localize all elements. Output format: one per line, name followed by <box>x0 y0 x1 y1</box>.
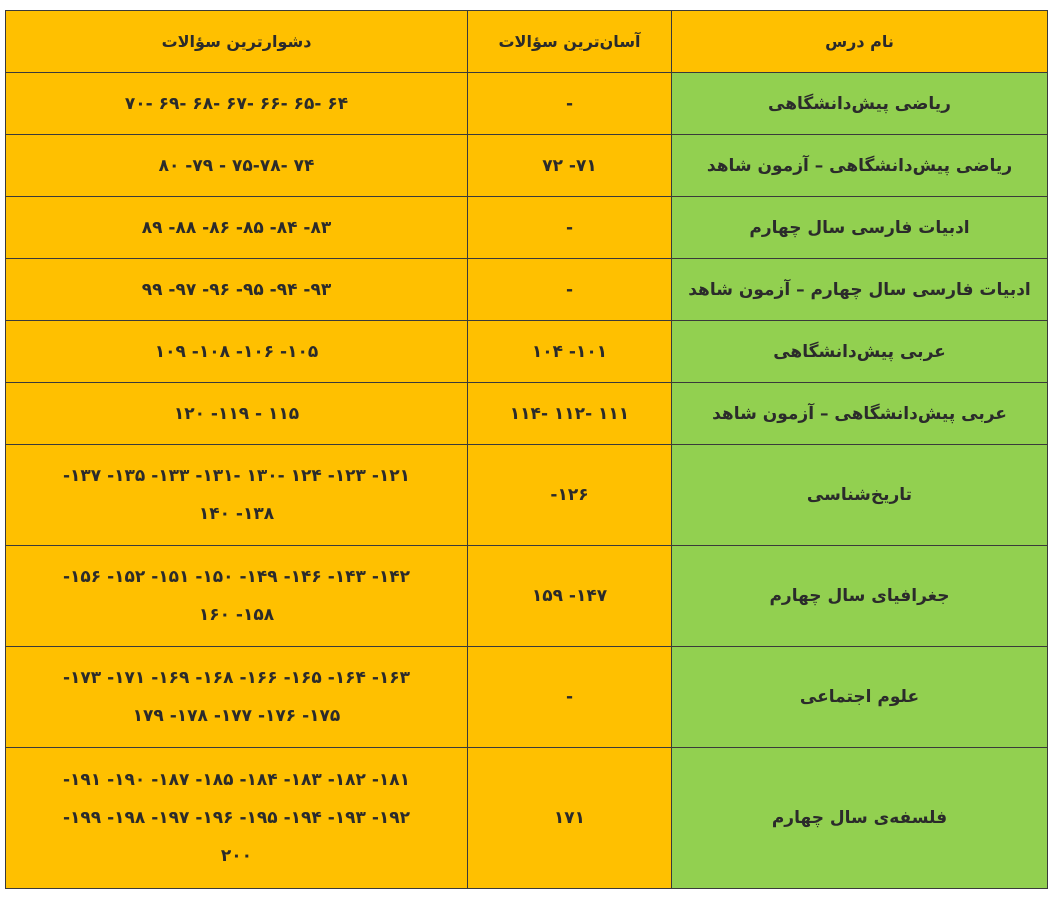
subject-cell: جغرافیای سال چهارم <box>672 546 1048 647</box>
subject-cell: عربی پیش‌دانشگاهی <box>672 321 1048 383</box>
easiest-cell: ۱۷۱ <box>468 748 672 889</box>
subject-cell: ادبیات فارسی سال چهارم <box>672 197 1048 259</box>
easiest-cell: - <box>468 73 672 135</box>
table-row <box>6 321 1048 383</box>
subject-cell: علوم اجتماعی <box>672 647 1048 748</box>
hardest-line: ۱۱۵ - ۱۱۹- ۱۲۰ <box>173 403 300 424</box>
subject-cell: فلسفه‌ی سال چهارم <box>672 748 1048 889</box>
hardest-cell <box>6 321 468 383</box>
table-row <box>6 383 1048 445</box>
header-subject: نام درس <box>672 11 1048 73</box>
hardest-cell <box>6 546 468 647</box>
hardest-cell <box>6 445 468 546</box>
easiest-cell: ۷۱- ۷۲ <box>468 135 672 197</box>
table-header-row <box>6 11 1048 73</box>
hardest-line: ۶۴ -۶۵ -۶۶ -۶۷ -۶۸ -۶۹ -۷۰ <box>124 93 349 114</box>
easiest-cell: ۱۱۱ -۱۱۲ -۱۱۴ <box>468 383 672 445</box>
table-row <box>6 748 1048 889</box>
easiest-cell: ۱۰۱- ۱۰۴ <box>468 321 672 383</box>
hardest-cell <box>6 748 468 889</box>
hardest-line: ۲۰۰ <box>220 846 253 866</box>
table-row <box>6 197 1048 259</box>
subject-cell: ریاضی پیش‌دانشگاهی <box>672 73 1048 135</box>
header-easiest: آسان‌ترین سؤالات <box>468 11 672 73</box>
hardest-line: ۷۴ -۷۵-۷۸ - ۷۹- ۸۰ <box>158 155 315 176</box>
table-row <box>6 135 1048 197</box>
question-difficulty-table <box>5 10 1048 889</box>
easiest-cell: - <box>468 197 672 259</box>
hardest-line: ۱۳۸- ۱۴۰ <box>198 504 275 524</box>
easiest-cell: ۱۲۶- <box>468 445 672 546</box>
hardest-line: ۱۸۱- ۱۸۲- ۱۸۳- ۱۸۴- ۱۸۵- ۱۸۷- ۱۹۰- ۱۹۱- <box>62 770 411 790</box>
hardest-line: ۱۹۲- ۱۹۳- ۱۹۴- ۱۹۵- ۱۹۶- ۱۹۷- ۱۹۸- ۱۹۹- <box>62 808 411 828</box>
hardest-line: ۹۳- ۹۴- ۹۵- ۹۶- ۹۷- ۹۹ <box>141 279 332 300</box>
table-row <box>6 647 1048 748</box>
hardest-line: ۱۲۱- ۱۲۳- ۱۲۴ -۱۳۰ -۱۳۱- ۱۳۳- ۱۳۵- ۱۳۷- <box>62 466 411 486</box>
subject-cell: ریاضی پیش‌دانشگاهی – آزمون شاهد <box>672 135 1048 197</box>
hardest-cell <box>6 647 468 748</box>
hardest-cell <box>6 197 468 259</box>
header-hardest: دشوارترین سؤالات <box>6 11 468 73</box>
question-difficulty-table-container <box>5 10 1047 889</box>
hardest-line: ۱۶۳- ۱۶۴- ۱۶۵- ۱۶۶- ۱۶۸- ۱۶۹- ۱۷۱- ۱۷۳- <box>62 668 411 688</box>
easiest-cell: - <box>468 259 672 321</box>
hardest-cell <box>6 73 468 135</box>
hardest-line: ۱۷۵- ۱۷۶- ۱۷۷- ۱۷۸- ۱۷۹ <box>132 706 341 726</box>
easiest-cell: - <box>468 647 672 748</box>
easiest-cell: ۱۴۷- ۱۵۹ <box>468 546 672 647</box>
table-row <box>6 73 1048 135</box>
hardest-cell <box>6 259 468 321</box>
hardest-line: ۱۵۸- ۱۶۰ <box>198 605 275 625</box>
hardest-line: ۸۳- ۸۴- ۸۵- ۸۶- ۸۸- ۸۹ <box>141 217 332 238</box>
hardest-line: ۱۴۲- ۱۴۳- ۱۴۶- ۱۴۹- ۱۵۰- ۱۵۱- ۱۵۲- ۱۵۶- <box>62 567 411 587</box>
hardest-cell <box>6 383 468 445</box>
subject-cell: ادبیات فارسی سال چهارم – آزمون شاهد <box>672 259 1048 321</box>
table-row <box>6 259 1048 321</box>
hardest-cell <box>6 135 468 197</box>
table-row <box>6 546 1048 647</box>
subject-cell: عربی پیش‌دانشگاهی – آزمون شاهد <box>672 383 1048 445</box>
table-row <box>6 445 1048 546</box>
hardest-line: ۱۰۵- ۱۰۶- ۱۰۸- ۱۰۹ <box>154 341 319 362</box>
subject-cell: تاریخ‌شناسی <box>672 445 1048 546</box>
